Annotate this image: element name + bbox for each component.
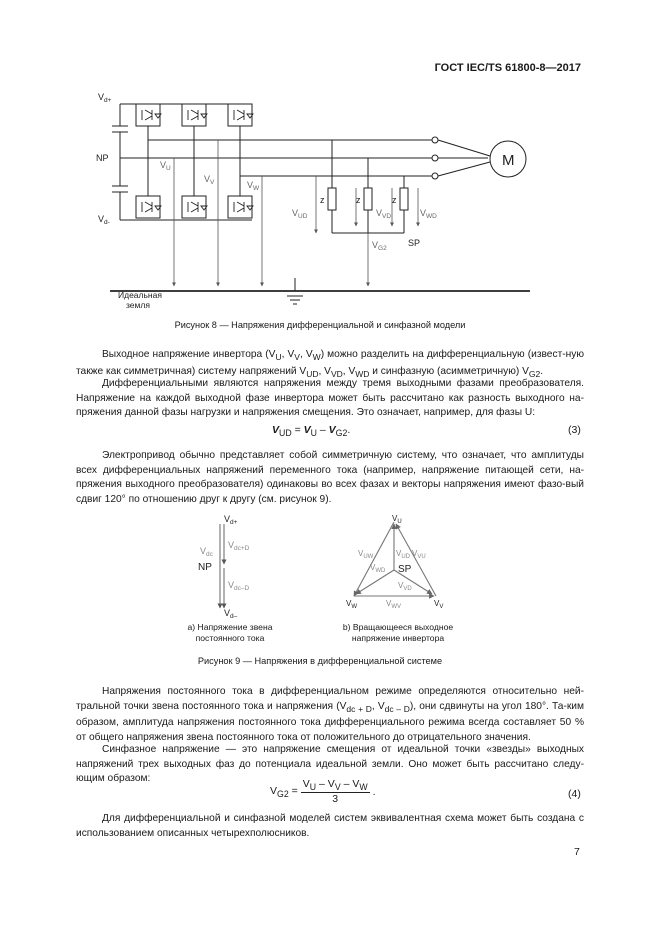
- label-ground-2: земля: [126, 300, 150, 310]
- figure-9b-diagram: [340, 512, 450, 622]
- label-9b-sp: SP: [398, 564, 412, 575]
- paragraph-4: Напряжения постоянного тока в дифференциальном режиме определяются относительно ней-тральной точки звена постоянного тока и напряжения ($V_{dc + D}$, $V_{dc - D}$), они сдвинуты на угол 180°. Та-ким образом, амплитуда напряжения постоянного тока дифференциального режима всегда составляет 50 % от общего напряжения звена постоянного тока от положительного до отрицательного значения.: [76, 686, 584, 743]
- equation-4: $V_{G2}$ = $\frac{V_U - V_V - V_W}{3}$ .: [270, 778, 376, 806]
- figure-9b-caption: b) Вращающееся выходное напряжение инвертора: [342, 622, 454, 643]
- label-9b-vu: $V_U$: [392, 514, 402, 525]
- label-9b-vv: $V_V$: [434, 599, 444, 610]
- paragraph-6: Для дифференциальной и синфазной моделей систем эквивалентная схема может быть создана с использованием описанных четырехполюсников.: [76, 813, 584, 839]
- label-vw: $V_W$: [247, 180, 260, 192]
- equation-4-number: (4): [568, 788, 581, 800]
- label-9a-vdc-minus: $V_{dc-D}$: [228, 580, 250, 592]
- equation-3: $V_{UD} = V_U - V_{G2}$.: [272, 424, 351, 439]
- equation-3-number: (3): [568, 424, 581, 436]
- label-9a-vdc-plus: $V_{dc+D}$: [228, 540, 250, 552]
- label-9b-vud: $V_{UD}$: [396, 549, 411, 560]
- motor-symbol: M: [502, 152, 515, 169]
- label-9a-vd-minus: $V_{d-}$: [224, 608, 238, 620]
- label-9b-vvd: $V_{VD}$: [398, 581, 412, 592]
- standard-header: ГОСТ IEC/TS 61800-8—2017: [434, 62, 581, 74]
- label-z3: z: [392, 195, 397, 205]
- label-9b-vuw: $V_{UW}$: [358, 549, 374, 560]
- label-9a-vdc: $V_{dc}$: [200, 546, 213, 558]
- label-9b-vw: $V_W$: [346, 599, 358, 610]
- paragraph-5: Синфазное напряжение — это напряжение смещения от идеальной точки «звезды» выходных напряжений трех выходных фаз до потенциала идеальной земли. Оно может быть рассчитано следу-ющим образом:: [76, 744, 584, 785]
- label-vd-plus: $V_{d+}$: [98, 92, 112, 104]
- label-np: NP: [96, 153, 109, 163]
- paragraph-3: Электропривод обычно представляет собой симметричную систему, что означает, что амплитуды всех дифференциальных напряжений переменного тока (например, напряжение питающей сети, на-пряжения выходного преобразователя) одинаковы во всех фазах и векторы напряжения имеют фазо-вый сдвиг 120° по отношению друг к другу (см. рисунок 9).: [76, 450, 584, 505]
- figure-8-diagram: [90, 88, 550, 313]
- label-vg2: $V_{G2}$: [372, 240, 387, 252]
- figure-8-caption: Рисунок 8 — Напряжения дифференциальной и синфазной модели: [174, 320, 466, 330]
- label-vu: $V_U$: [160, 160, 171, 172]
- label-9b-vwd: $V_{WD}$: [370, 563, 386, 574]
- label-vvd: $V_{VD}$: [376, 208, 392, 220]
- label-vv: $V_V$: [204, 174, 215, 186]
- figure-9a-diagram: [170, 512, 290, 622]
- label-9a-np: NP: [198, 562, 212, 573]
- label-z2: z: [356, 195, 361, 205]
- label-vd-minus: $V_{d-}$: [98, 214, 110, 226]
- label-vwd: $V_{WD}$: [420, 208, 437, 220]
- figure-9-caption: Рисунок 9 — Напряжения в дифференциальной системе: [197, 656, 443, 666]
- label-9b-vwv: $V_{WV}$: [386, 599, 402, 610]
- label-sp: SP: [408, 238, 421, 248]
- label-9a-vd-plus: $V_{d+}$: [224, 514, 238, 526]
- paragraph-1: Выходное напряжение инвертора ($V_U$, $V_V$, $V_W$) можно разделить на дифференциальную (извест-ную также как симметричная) систему напряжений $V_{UD}$, $V_{VD}$, $V_{WD}$ и синфазную (асимметричную) $V_{G2}$.: [76, 349, 584, 379]
- label-ground-1: Идеальная: [118, 290, 162, 300]
- page-number: 7: [574, 846, 580, 858]
- label-vud: $V_{UD}$: [292, 208, 308, 220]
- figure-9a-caption: а) Напряжение звена постоянного тока: [187, 622, 273, 643]
- label-9b-vvu: $V_{VU}$: [412, 549, 426, 560]
- label-z1: z: [320, 195, 325, 205]
- paragraph-2: Дифференциальными являются напряжения между тремя выходными фазами преобразователя. Напряжение на каждой выходной фазе инвертора может быть рассчитано как разность выходного на-пряжения данной фазы нагрузки и напряжения смещения. Это означает, например, для фазы U:: [76, 378, 584, 419]
